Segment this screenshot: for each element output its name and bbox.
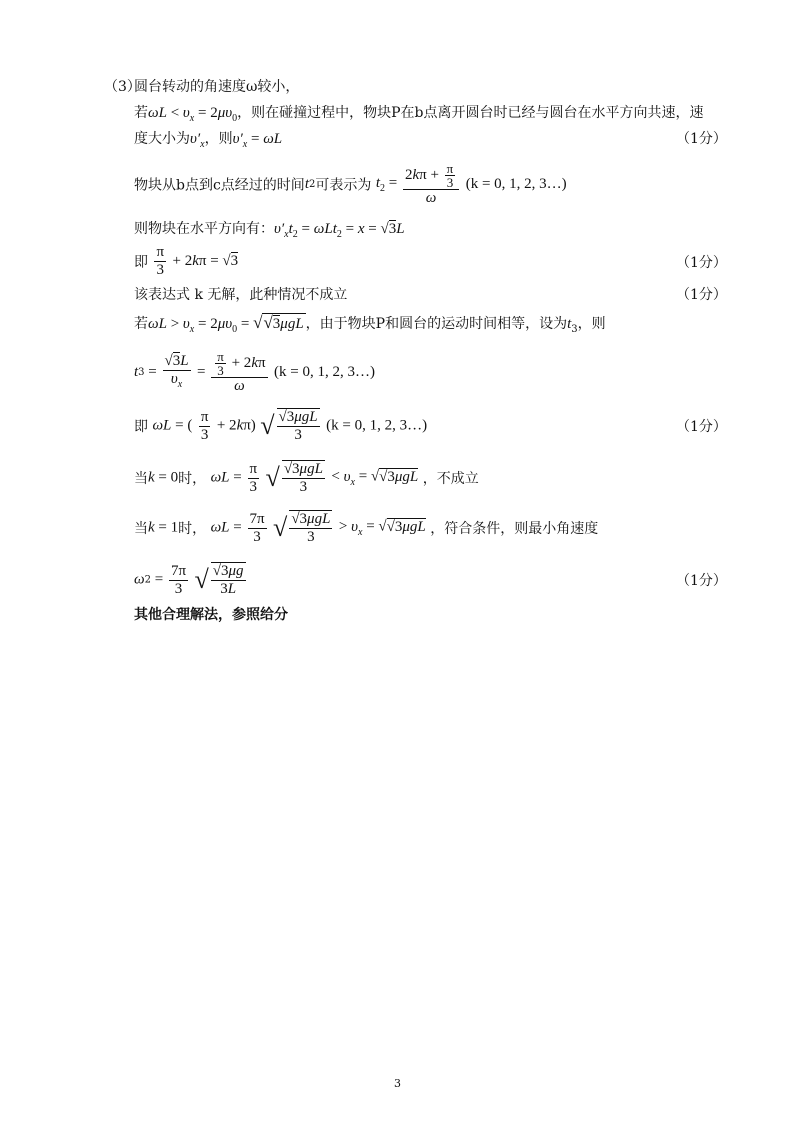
para1-line2: 度大小为$\upsilon'_x$，则$\upsilon'_x = \omega L$ <box>134 131 283 150</box>
para6: 若$\omega L > \upsilon_x = 2\mu\upsilon_0 = √√3\mu gL$ ，由于物块P和圆台的运动时间相等，设为$t_3$，则 <box>134 313 606 335</box>
score-1: （1分） <box>676 131 727 147</box>
para7: t3 = $\frac{√3L}{\upsilon_x}$ = $\frac{\pi}{3}$ + 2kπ ω (k = 0, 1, 2, 3…) <box>134 349 375 394</box>
score-3: （1分） <box>676 287 727 303</box>
para4: 即 $\frac{\pi}{3}$ + 2kπ = √3 <box>134 244 239 278</box>
score-2: （1分） <box>676 255 727 271</box>
closing-note: 其他合理解法，参照给分 <box>134 607 288 623</box>
fraction-t2: 2kπ + $\frac{\pi}{3}$ ω <box>403 162 459 207</box>
para3: 则物块在水平方向有：$\upsilon'_xt_2 = \omega Lt_2 = x = √3L$ <box>134 221 405 240</box>
para8: 即 ωL = ( $\frac{\pi}{3}$ + 2kπ) √ $\frac{\text{√3μgL}}{3}$ (k = 0, 1, 2, 3…) <box>134 408 428 443</box>
section-label: （3） <box>104 79 141 95</box>
para9: 当k = 0时， ωL = $\frac{\pi}{3}$ √ $\frac{\text{√3μgL}}{3}$ < $\upsilon_x = √√3\mu gL$ ，不成立 <box>134 460 479 495</box>
para2: 物块从b点到c点经过的时间t2可表示为 $t_2$ = 2kπ + $\frac{\pi}{3}$ ω (k = 0, 1, 2, 3…) <box>134 161 567 206</box>
formula-omega-l-less-vx: $\omega L < \upsilon_x = 2\mu\upsilon_0$ <box>148 105 238 124</box>
score-4: （1分） <box>676 419 727 435</box>
para5: 该表达式 k 无解，此种情况不成立 <box>134 287 348 303</box>
formula-vx-prime: $\upsilon'_x = \omega L$ <box>232 131 283 150</box>
para1-line1: 若$\omega L < \upsilon_x = 2\mu\upsilon_0$，则在碰撞过程中，物块P在b点离开圆台时已经与圆台在水平方向共速，速 <box>134 105 704 124</box>
score-5: （1分） <box>676 573 727 589</box>
section-title: 圆台转动的角速度ω较小， <box>134 79 300 95</box>
para11: ω2 = $\frac{7\pi}{3}$ √ $\frac{√3\mu g}{3L}$ <box>134 562 244 597</box>
para10: 当k = 1时， ωL = $\frac{7\pi}{3}$ √ $\frac{\text{√3μgL}}{3}$ > $\upsilon_x = √√3\mu gL$ ，符合条件，则最小角速度 <box>134 510 599 545</box>
page-number: 3 <box>394 1077 401 1090</box>
